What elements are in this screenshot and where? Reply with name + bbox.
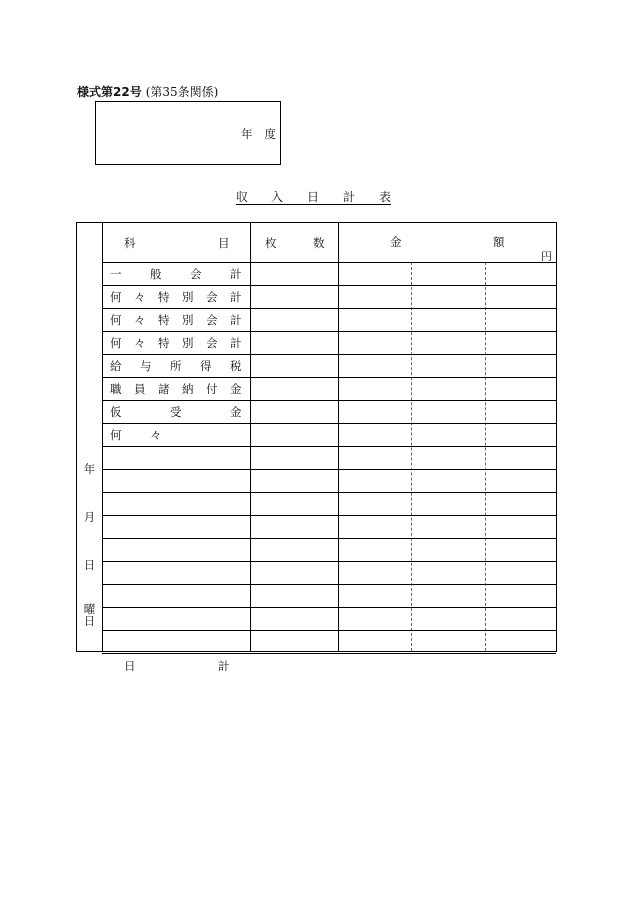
- date-day-label: 日: [83, 558, 96, 572]
- subject-header-char: 科: [124, 236, 136, 250]
- subject-char: 会: [190, 267, 202, 281]
- subject-char: 何: [110, 313, 122, 327]
- subject-label: [110, 289, 242, 304]
- subject-char: 会: [206, 313, 218, 327]
- amount-header-char: 額: [493, 235, 505, 249]
- subject-char: 々: [134, 313, 146, 327]
- subject-label: [110, 312, 242, 327]
- amount-header-char: 金: [390, 235, 402, 249]
- daily-total-char: 日: [124, 659, 136, 673]
- subject-char: 々: [134, 336, 146, 350]
- table-row[interactable]: [102, 538, 556, 561]
- subject-char: 仮: [110, 405, 122, 419]
- date-weekday-label: 曜日: [83, 602, 96, 628]
- table-row[interactable]: [102, 561, 556, 584]
- subject-char: 得: [200, 359, 212, 373]
- subject-char: 計: [230, 267, 242, 281]
- table-row[interactable]: [102, 584, 556, 607]
- subject-char: 何: [110, 290, 122, 304]
- subject-char: 一: [110, 267, 122, 281]
- subject-char: 何: [110, 336, 122, 350]
- daily-total-char: 計: [218, 659, 230, 673]
- subject-char: 受: [170, 405, 182, 419]
- form-number-label: 様式第22号: [77, 85, 142, 99]
- subject-label: [110, 335, 242, 350]
- table-row[interactable]: [102, 630, 556, 653]
- daily-income-ledger-table: [76, 222, 557, 673]
- table-row[interactable]: [102, 377, 556, 400]
- table-row[interactable]: [102, 423, 556, 446]
- table-row[interactable]: [102, 331, 556, 354]
- document-title: [236, 188, 391, 205]
- table-row[interactable]: [102, 308, 556, 331]
- subject-char: 納: [182, 382, 194, 396]
- table-row[interactable]: [102, 400, 556, 423]
- subject-label: [110, 266, 242, 281]
- subject-char: 別: [182, 336, 194, 350]
- subject-label: [110, 404, 242, 419]
- subject-char: 別: [182, 290, 194, 304]
- title-char: 収: [236, 190, 249, 204]
- row-divider: [102, 653, 556, 654]
- title-char: 計: [343, 190, 356, 204]
- related-article: (第35条関係): [145, 85, 219, 99]
- subject-char: 別: [182, 313, 194, 327]
- form-number: [77, 83, 218, 100]
- subject-char: 々: [134, 290, 146, 304]
- subject-char: 付: [206, 382, 218, 396]
- table-row[interactable]: [102, 515, 556, 538]
- subject-label: [110, 358, 242, 373]
- subject-char: 所: [170, 359, 182, 373]
- subject-char: 会: [206, 290, 218, 304]
- title-char: 表: [379, 190, 392, 204]
- subject-char: 々: [150, 428, 162, 442]
- date-year-label: 年: [83, 462, 96, 476]
- table-row[interactable]: [102, 262, 556, 285]
- table-row[interactable]: [102, 469, 556, 492]
- subject-char: 員: [134, 382, 146, 396]
- fiscal-year-char: 度: [264, 127, 276, 141]
- subject-char: 金: [230, 405, 242, 419]
- table-row[interactable]: [102, 492, 556, 515]
- subject-char: 与: [140, 359, 152, 373]
- subject-char: 会: [206, 336, 218, 350]
- title-char: 入: [271, 190, 284, 204]
- subject-char: 特: [158, 336, 170, 350]
- amount-unit: 円: [541, 250, 552, 263]
- subject-char: 般: [150, 267, 162, 281]
- subject-char: 特: [158, 313, 170, 327]
- fiscal-year-label: [241, 126, 276, 142]
- subject-char: 税: [230, 359, 242, 373]
- table-row[interactable]: [102, 354, 556, 377]
- date-month-label: 月: [83, 510, 96, 524]
- subject-label: [110, 381, 242, 396]
- subject-char: 給: [110, 359, 122, 373]
- subject-char: 計: [230, 313, 242, 327]
- subject-char: 金: [230, 382, 242, 396]
- title-char: 日: [307, 190, 320, 204]
- count-header-char: 枚: [265, 236, 277, 250]
- table-row[interactable]: [102, 285, 556, 308]
- subject-header-char: 目: [218, 236, 230, 250]
- table-row[interactable]: [102, 446, 556, 469]
- subject-char: 職: [110, 382, 122, 396]
- count-header-char: 数: [313, 236, 325, 250]
- subject-char: 諸: [158, 382, 170, 396]
- subject-char: 特: [158, 290, 170, 304]
- fiscal-year-char: 年: [241, 127, 253, 141]
- subject-label: [110, 427, 170, 442]
- subject-char: 計: [230, 336, 242, 350]
- table-row[interactable]: [102, 607, 556, 630]
- subject-char: 何: [110, 428, 122, 442]
- subject-char: 計: [230, 290, 242, 304]
